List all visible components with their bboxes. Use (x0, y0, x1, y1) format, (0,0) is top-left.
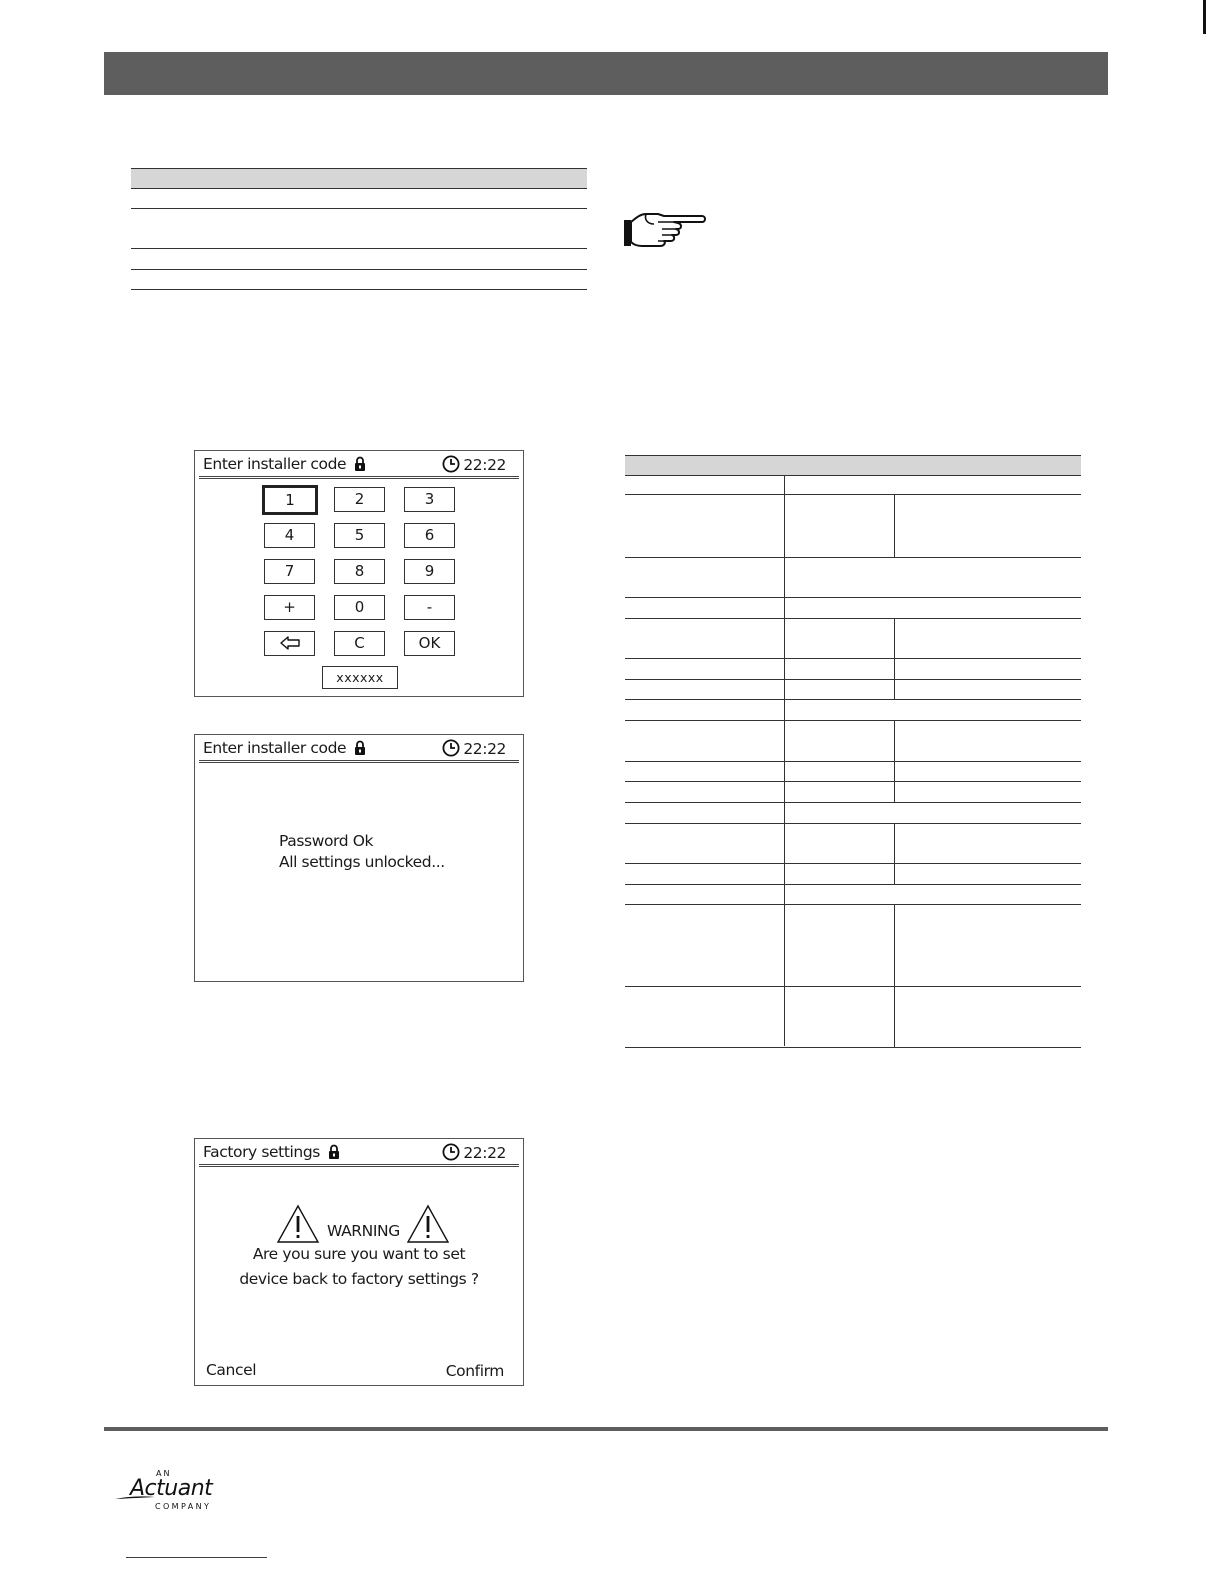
clock-icon (442, 739, 460, 761)
confirm-button[interactable]: Confirm (445, 1362, 504, 1380)
code-entry-field[interactable]: xxxxxx (322, 666, 398, 689)
footer-rule (104, 1427, 1108, 1431)
screen-title (203, 455, 366, 475)
clock-icon (442, 1143, 460, 1165)
left-table-row-divider (131, 289, 587, 290)
key-clear[interactable]: C (334, 631, 385, 656)
screen-time (442, 1143, 506, 1165)
warning-icon (406, 1204, 450, 1248)
key-6[interactable]: 6 (404, 523, 455, 548)
screen-title-text: Enter installer code (203, 455, 347, 473)
key-1[interactable]: 1 (262, 485, 318, 515)
logo-brand: Actuant (130, 1476, 213, 1501)
logo-prefix: AN (156, 1469, 172, 1478)
right-table-column-divider (894, 618, 895, 699)
right-table-row-divider (625, 699, 1081, 700)
screen-time-text: 22:22 (463, 456, 506, 474)
right-table-row-divider (625, 884, 1081, 885)
screen-title-rule (199, 1164, 519, 1167)
clock-icon (442, 455, 460, 477)
password-ok-screen (194, 734, 524, 982)
right-table-row-divider (625, 658, 1081, 659)
screen-time-text: 22:22 (463, 1144, 506, 1162)
right-table-row-divider (625, 904, 1081, 905)
screen-time-text: 22:22 (463, 740, 506, 758)
confirm-question-line-1: Are you sure you want to set (252, 1245, 466, 1263)
right-table-row-divider (625, 557, 1081, 558)
right-table-row-divider (625, 720, 1081, 721)
key-2[interactable]: 2 (334, 487, 385, 512)
installer-code-keypad-screen (194, 450, 524, 697)
left-table-row-divider (131, 269, 587, 270)
screen-title-text: Factory settings (203, 1143, 320, 1161)
link-underline[interactable] (126, 1557, 267, 1558)
header-bar (104, 52, 1108, 95)
screen-title-rule (199, 476, 519, 479)
key-back[interactable] (264, 631, 315, 656)
key-3[interactable]: 3 (404, 487, 455, 512)
lock-icon (354, 456, 366, 475)
key-7[interactable]: 7 (264, 559, 315, 584)
password-ok-message (279, 831, 445, 873)
lock-icon (354, 740, 366, 759)
screen-title (203, 1143, 340, 1163)
page-edge-mark (1203, 0, 1206, 34)
key-8[interactable]: 8 (334, 559, 385, 584)
right-table-row-divider (625, 1047, 1081, 1048)
key-9[interactable]: 9 (404, 559, 455, 584)
hand-pointer-icon (622, 208, 708, 250)
message-line-1: Password Ok (279, 832, 374, 850)
key-5[interactable]: 5 (334, 523, 385, 548)
left-table-header (131, 168, 587, 189)
right-table-row-divider (625, 597, 1081, 598)
right-table-row-divider (625, 823, 1081, 824)
actuant-logo (113, 1466, 243, 1518)
message-line-2: All settings unlocked... (279, 853, 445, 871)
lock-icon (328, 1144, 340, 1163)
warning-label: WARNING (327, 1222, 400, 1240)
right-table-row-divider (625, 679, 1081, 680)
right-table-column-divider (894, 904, 895, 1047)
screen-title-text: Enter installer code (203, 739, 347, 757)
right-table-column-divider (894, 494, 895, 557)
right-table-row-divider (625, 761, 1081, 762)
right-table-row-divider (625, 802, 1081, 803)
right-table-row-divider (625, 494, 1081, 495)
key-minus[interactable]: - (404, 595, 455, 620)
screen-time (442, 739, 506, 761)
factory-settings-screen (194, 1138, 524, 1386)
cancel-button[interactable]: Cancel (206, 1361, 257, 1379)
key-ok[interactable]: OK (404, 631, 455, 656)
logo-suffix: COMPANY (155, 1502, 212, 1511)
screen-title-rule (199, 760, 519, 763)
key-4[interactable]: 4 (264, 523, 315, 548)
key-plus[interactable]: + (264, 595, 315, 620)
back-arrow-icon (279, 635, 301, 658)
left-table-row-divider (131, 248, 587, 249)
right-table-row-divider (625, 863, 1081, 864)
right-table-header (625, 455, 1081, 476)
right-table-row-divider (625, 618, 1081, 619)
warning-icon (276, 1204, 320, 1248)
screen-time (442, 455, 506, 477)
right-table-row-divider (625, 781, 1081, 782)
right-table-row-divider (625, 986, 1081, 987)
key-0[interactable]: 0 (334, 595, 385, 620)
right-table-column-divider (894, 823, 895, 884)
confirm-question-line-2: device back to factory settings ? (239, 1270, 479, 1288)
right-table-column-divider (894, 720, 895, 802)
screen-title (203, 739, 366, 759)
left-table-row-divider (131, 208, 587, 209)
right-table-column-divider (784, 476, 785, 1046)
